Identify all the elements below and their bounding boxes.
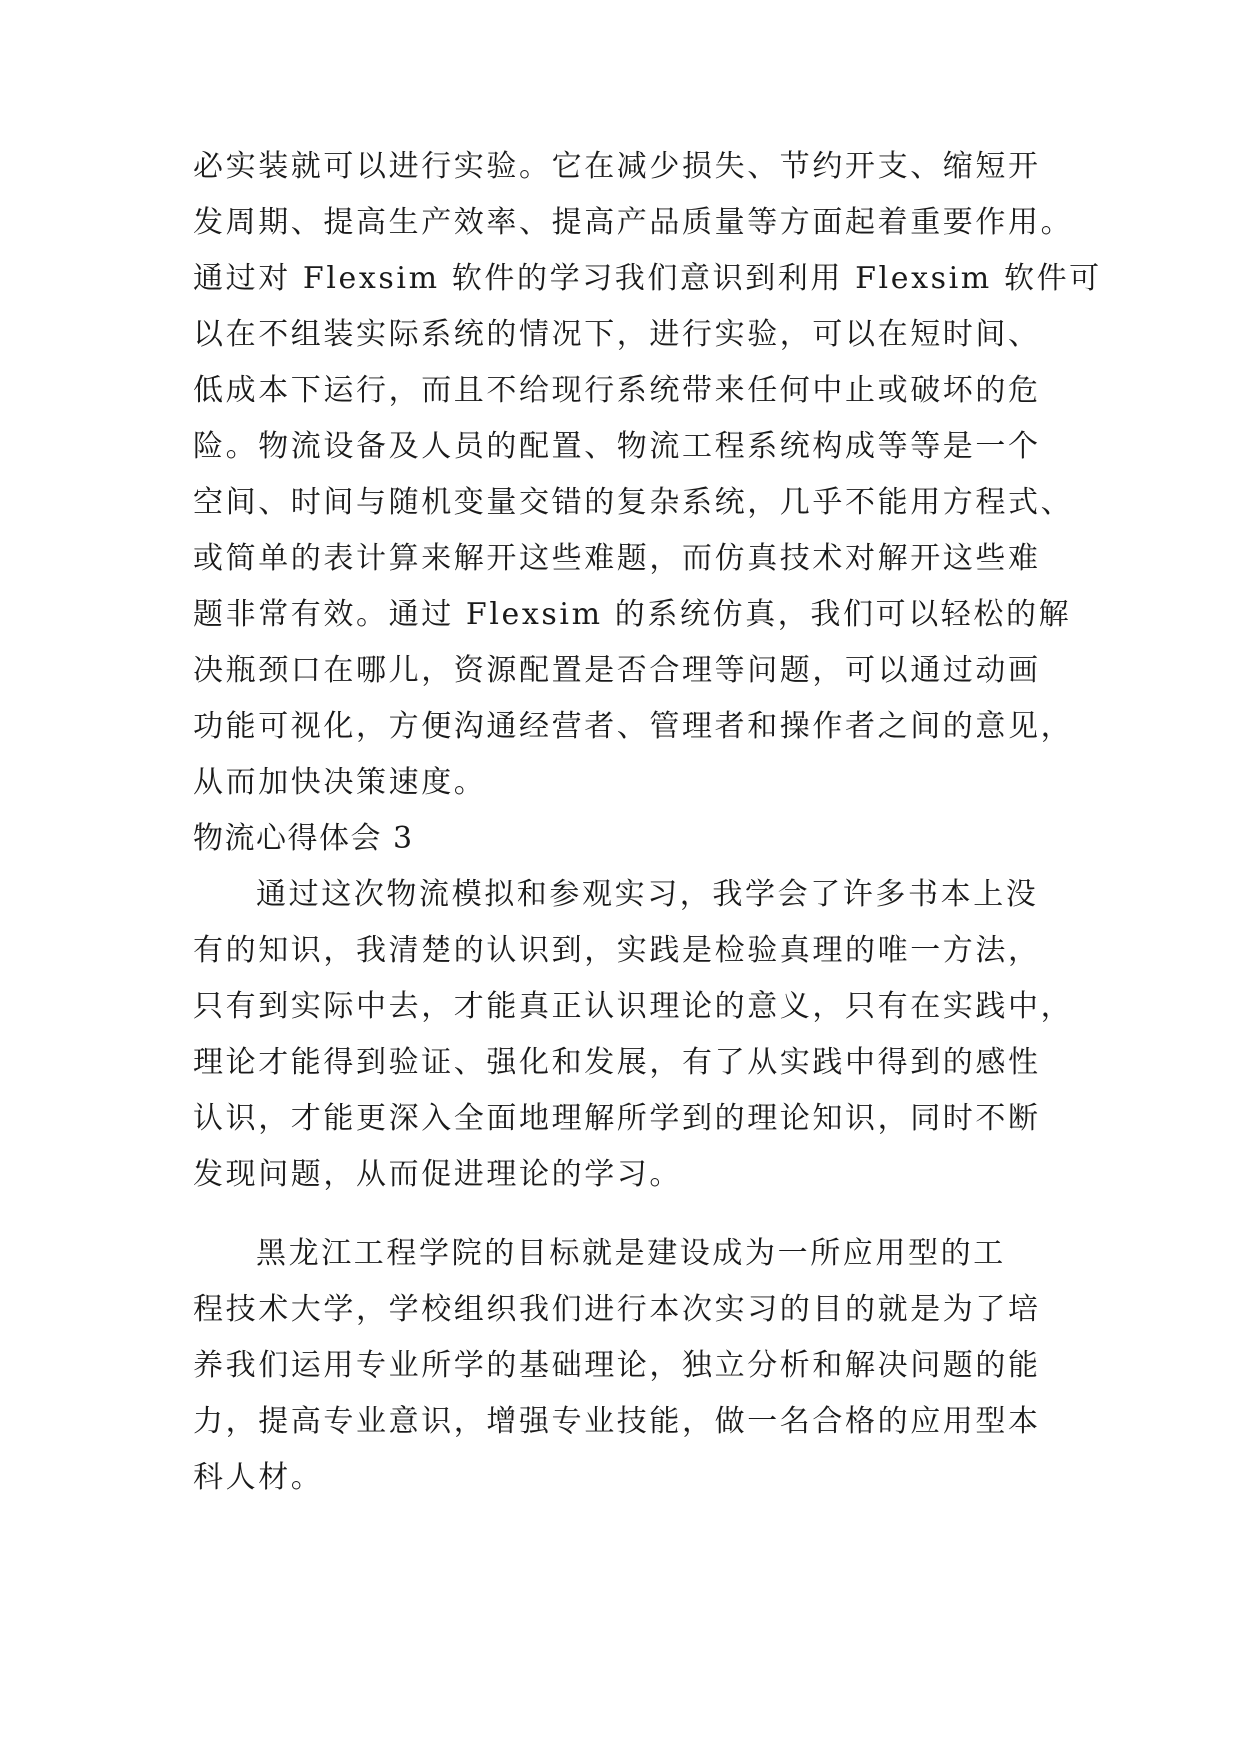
- paragraph-line: 低成本下运行，而且不给现行系统带来任何中止或破坏的危: [193, 373, 1041, 408]
- paragraph-line: 有的知识，我清楚的认识到，实践是检验真理的唯一方法，: [193, 933, 1041, 968]
- paragraph-line: 程技术大学，学校组织我们进行本次实习的目的就是为了培: [193, 1292, 1041, 1327]
- paragraph-line: 险。物流设备及人员的配置、物流工程系统构成等等是一个: [193, 429, 1041, 464]
- paragraph-line: 以在不组装实际系统的情况下，进行实验，可以在短时间、: [193, 317, 1041, 352]
- paragraph-line: 题非常有效。通过 Flexsim 的系统仿真，我们可以轻松的解: [193, 597, 1072, 632]
- section-heading: 物流心得体会 3: [193, 821, 414, 856]
- paragraph-line: 发周期、提高生产效率、提高产品质量等方面起着重要作用。: [193, 205, 1074, 240]
- paragraph-line: 科人材。: [193, 1460, 324, 1495]
- paragraph-line: 决瓶颈口在哪儿，资源配置是否合理等问题，可以通过动画: [193, 653, 1041, 688]
- paragraph-line: 只有到实际中去，才能真正认识理论的意义，只有在实践中，: [193, 989, 1074, 1024]
- paragraph-line: 通过这次物流模拟和参观实习，我学会了许多书本上没: [256, 877, 1039, 912]
- paragraph-line: 从而加快决策速度。: [193, 765, 487, 800]
- paragraph-line: 黑龙江工程学院的目标就是建设成为一所应用型的工: [256, 1236, 1006, 1271]
- paragraph-line: 养我们运用专业所学的基础理论，独立分析和解决问题的能: [193, 1348, 1041, 1383]
- paragraph-line: 或简单的表计算来解开这些难题，而仿真技术对解开这些难: [193, 541, 1041, 576]
- paragraph-line: 认识，才能更深入全面地理解所学到的理论知识，同时不断: [193, 1101, 1041, 1136]
- paragraph-line: 力，提高专业意识，增强专业技能，做一名合格的应用型本: [193, 1404, 1041, 1439]
- paragraph-line: 理论才能得到验证、强化和发展，有了从实践中得到的感性: [193, 1045, 1041, 1080]
- paragraph-line: 发现问题，从而促进理论的学习。: [193, 1157, 682, 1192]
- paragraph-line: 必实装就可以进行实验。它在减少损失、节约开支、缩短开: [193, 149, 1041, 184]
- paragraph-line: 通过对 Flexsim 软件的学习我们意识到利用 Flexsim 软件可: [193, 261, 1102, 296]
- paragraph-line: 空间、时间与随机变量交错的复杂系统，几乎不能用方程式、: [193, 485, 1074, 520]
- paragraph-line: 功能可视化，方便沟通经营者、管理者和操作者之间的意见，: [193, 709, 1074, 744]
